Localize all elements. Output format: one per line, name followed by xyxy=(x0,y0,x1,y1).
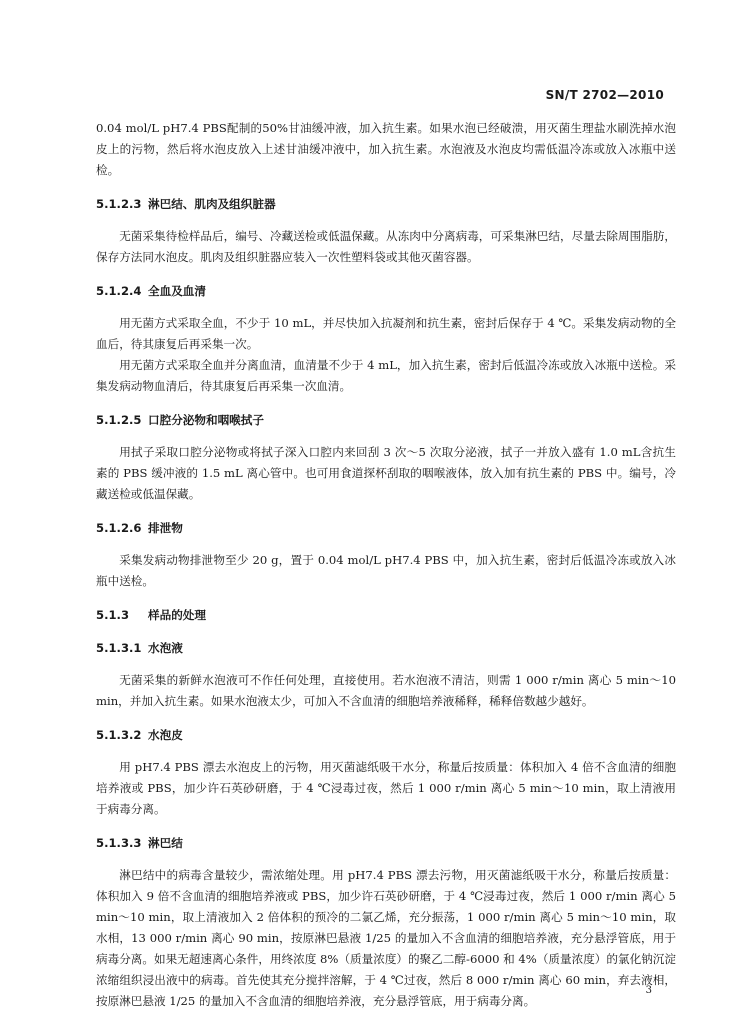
paragraph: 无菌采集待检样品后，编号、冷藏送检或低温保藏。从冻肉中分离病毒，可采集淋巴结，尽量去除周围脂肪，保存方法同水泡皮。肌肉及组织脏器应装入一次性塑料袋或其他灭菌容器。 xyxy=(96,229,676,264)
section-title: 水泡液 xyxy=(148,641,183,655)
section-title: 排泄物 xyxy=(148,521,183,535)
section-number: 5.1.2.5 xyxy=(96,413,142,427)
section-heading-5-1-2-4 xyxy=(96,281,676,301)
section-title: 淋巴结 xyxy=(148,836,183,850)
section-heading-5-1-3 xyxy=(96,605,676,625)
section-title: 口腔分泌物和咽喉拭子 xyxy=(148,413,264,427)
section-title: 淋巴结、肌肉及组织脏器 xyxy=(148,197,276,211)
document-body xyxy=(96,118,676,1012)
paragraph: 用无菌方式采取全血并分离血清，血清量不少于 4 mL，加入抗生素，密封后低温冷冻或放入冰瓶中送检。采集发病动物血清后，待其康复后再采集一次血清。 xyxy=(96,358,676,393)
section-number: 5.1.3.2 xyxy=(96,728,142,742)
section-number: 5.1.3 xyxy=(96,608,130,622)
section-heading-5-1-2-3 xyxy=(96,194,676,214)
section-number: 5.1.2.3 xyxy=(96,197,142,211)
standard-number: SN/T 2702—2010 xyxy=(545,88,664,102)
section-heading-5-1-2-5 xyxy=(96,410,676,430)
section-number: 5.1.3.1 xyxy=(96,641,142,655)
section-heading-5-1-3-3 xyxy=(96,833,676,853)
paragraph: 淋巴结中的病毒含量较少，需浓缩处理。用 pH7.4 PBS 漂去污物，用灭菌滤纸吸干水分，称量后按质量：体积加入 9 倍不含血清的细胞培养液或 PBS，加少许石英砂研磨，于 4 ℃浸毒过夜，然后 1 000 r/min 离心 5 min～10 min，取上清液加入 2 倍体积的预冷的二氯乙烯，充分振荡，1 000 r/min 离心 5 min～10 min，取水相，13 000 r/min 离心 90 min，按原淋巴悬液 1/25 的量加入不含血清的细胞培养液，充分悬浮管底，用于病毒分离。如果无超速离心条件，用终浓度 8%（质量浓度）的聚乙二醇-6000 和 4%（质量浓度）的氯化钠沉淀浓缩组织浸出液中的病毒。首先使其充分搅拌溶解，于 4 ℃过夜，然后 8 000 r/min 离心 60 min，弃去液相，按原淋巴悬液 1/25 的量加入不含血清的细胞培养液，充分悬浮管底，用于病毒分离。 xyxy=(96,868,676,1008)
section-title: 样品的处理 xyxy=(148,608,206,622)
paragraph: 用无菌方式采取全血，不少于 10 mL，并尽快加入抗凝剂和抗生素，密封后保存于 4 ℃。采集发病动物的全血后，待其康复后再采集一次。 xyxy=(96,316,676,351)
paragraph: 无菌采集的新鲜水泡液可不作任何处理，直接使用。若水泡液不清洁，则需 1 000 r/min 离心 5 min～10 min，并加入抗生素。如果水泡液太少，可加入不含血清的细胞培养液稀释，稀释倍数越少越好。 xyxy=(96,673,676,708)
section-heading-5-1-2-6 xyxy=(96,518,676,538)
section-number: 5.1.2.4 xyxy=(96,284,142,298)
paragraph: 用拭子采取口腔分泌物或将拭子深入口腔内来回刮 3 次～5 次取分泌液，拭子一并放入盛有 1.0 mL含抗生素的 PBS 缓冲液的 1.5 mL 离心管中。也可用食道探杯刮取的咽喉液体，放入加有抗生素的 PBS 中。编号，冷藏送检或低温保藏。 xyxy=(96,445,676,501)
page-number: 3 xyxy=(645,985,652,996)
section-heading-5-1-3-2 xyxy=(96,725,676,745)
section-number: 5.1.3.3 xyxy=(96,836,142,850)
section-heading-5-1-3-1 xyxy=(96,638,676,658)
paragraph: 采集发病动物排泄物至少 20 g，置于 0.04 mol/L pH7.4 PBS 中，加入抗生素，密封后低温冷冻或放入冰瓶中送检。 xyxy=(96,553,676,588)
paragraph: 0.04 mol/L pH7.4 PBS配制的50%甘油缓冲液，加入抗生素。如果水泡已经破溃，用灭菌生理盐水刷洗掉水泡皮上的污物，然后将水泡皮放入上述甘油缓冲液中，加入抗生素。水泡液及水泡皮均需低温冷冻或放入冰瓶中送检。 xyxy=(96,121,676,177)
section-title: 水泡皮 xyxy=(148,728,183,742)
section-title: 全血及血清 xyxy=(148,284,206,298)
paragraph: 用 pH7.4 PBS 漂去水泡皮上的污物，用灭菌滤纸吸干水分，称量后按质量：体积加入 4 倍不含血清的细胞培养液或 PBS，加少许石英砂研磨，于 4 ℃浸毒过夜，然后 1 000 r/min 离心 5 min～10 min，取上清液用于病毒分离。 xyxy=(96,760,676,816)
section-number: 5.1.2.6 xyxy=(96,521,142,535)
